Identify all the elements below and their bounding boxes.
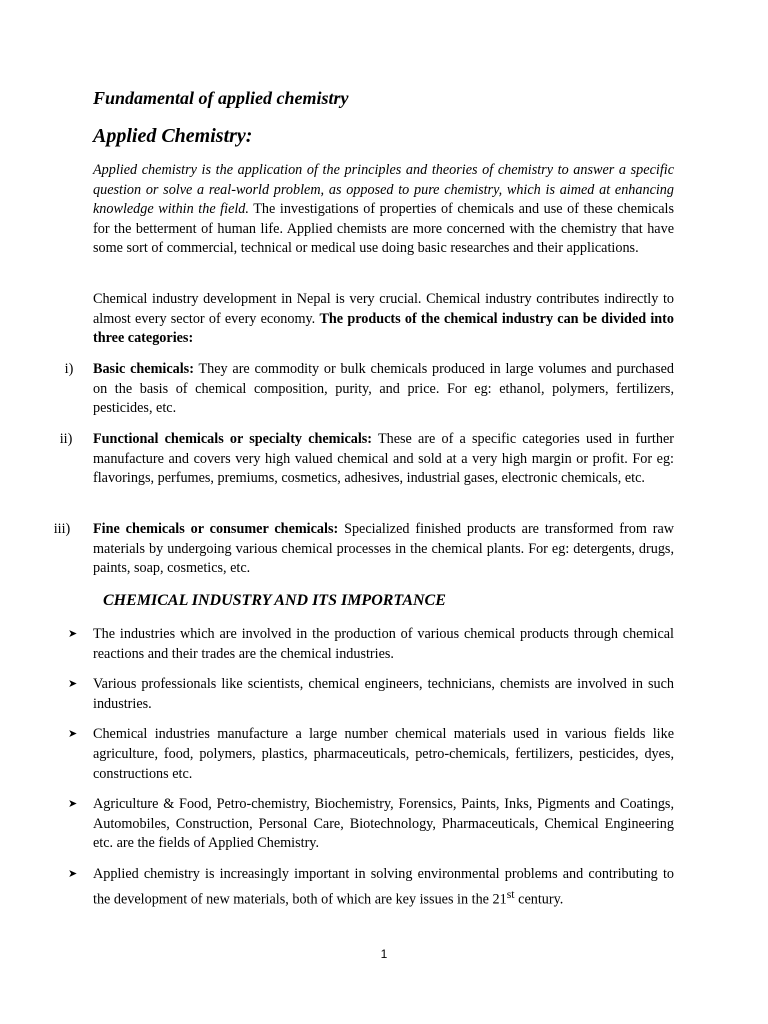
document-title: Fundamental of applied chemistry: [93, 88, 349, 108]
arrow-bullet-icon: ➤: [68, 867, 78, 880]
list-item: [68, 625, 674, 664]
arrow-bullet-icon: ➤: [68, 628, 78, 640]
list-item-text-end: century.: [514, 891, 564, 908]
list-item-text: Agriculture & Food, Petro-chemistry, Biochemistry, Forensics, Paints, Inks, Pigments and Coatings, Automobiles, Construction, Personal Care, Biotechnology, Pharmaceuticals, Chemical Engineering etc. are the fields of Applied Chemistry.: [93, 796, 674, 852]
intro-rest-text: The investigations of properties of chemicals and use of these chemicals for the betterment of human life. Applied chemists are more concerned with the chemistry that have some sort of commercial, technical or medical use doing basic researches and their applications.: [93, 201, 674, 257]
category-description: These are of a specific categories used in further manufacture and covers very high valued chemical and sold at a very high margin or profit. For eg: flavorings, perfumes, premiums, cosmetics, adhesives, industrial gases, electronic chemicals, etc.: [93, 431, 674, 487]
intro-italic-text: Applied chemistry is the application of the principles and theories of chemistry to answer a specific question or solve a real-world problem, as opposed to pure chemistry, which is aimed at enhancing knowledge within the field.: [93, 162, 674, 218]
category-item: [93, 520, 674, 579]
category-description: They are commodity or bulk chemicals produced in large volumes and purchased on the basis of chemical composition, purity, and price. For eg: ethanol, polymers, fertilizers, pesticides, etc.: [93, 361, 674, 417]
arrow-bullet-icon: ➤: [68, 678, 78, 691]
industry-bold-text: The products of the chemical industry can be divided into three categories:: [93, 310, 674, 347]
list-item-text: Chemical industries manufacture a large number chemical materials used in various fields like agriculture, food, polymers, plastics, pharmaceuticals, petro-chemicals, fertilizers, pesticides, dyes, constructions etc.: [93, 726, 674, 782]
list-item: [68, 725, 674, 784]
category-item: [93, 430, 674, 489]
category-number: iii): [53, 521, 71, 537]
superscript-st: st: [506, 886, 515, 901]
industry-paragraph: [93, 290, 674, 349]
list-item: [68, 795, 674, 854]
importance-list: [68, 625, 674, 921]
category-number: ii): [59, 431, 73, 447]
arrow-bullet-icon: ➤: [68, 798, 78, 811]
list-item: [68, 865, 674, 910]
category-item: [93, 360, 674, 419]
list-item-text: Applied chemistry is increasingly important in solving environmental problems and contributing to the development of new materials, both of which are key issues in the 21: [93, 865, 674, 908]
arrow-bullet-icon: ➤: [68, 728, 78, 741]
importance-heading: CHEMICAL INDUSTRY AND ITS IMPORTANCE: [103, 592, 446, 609]
list-item-text: Various professionals like scientists, chemical engineers, technicians, chemists are involved in such industries.: [93, 676, 674, 712]
intro-paragraph: [93, 161, 674, 259]
section-title: Applied Chemistry:: [93, 125, 253, 147]
category-description: Specialized finished products are transformed from raw materials by undergoing various chemical processes in the chemical plants. For eg: detergents, drugs, paints, soap, cosmetics, etc.: [93, 521, 674, 577]
list-item-text: The industries which are involved in the production of various chemical products through chemical reactions and their trades are the chemical industries.: [93, 626, 674, 662]
industry-text: Chemical industry development in Nepal is very crucial. Chemical industry contributes indirectly to almost every sector of every economy.: [93, 291, 674, 327]
page-number: 1: [380, 947, 388, 961]
list-item: [68, 675, 674, 714]
category-term: Fine chemicals or consumer chemicals:: [93, 521, 339, 537]
category-term: Basic chemicals:: [93, 361, 194, 377]
category-number: i): [64, 361, 74, 377]
category-term: Functional chemicals or specialty chemicals:: [93, 431, 373, 447]
